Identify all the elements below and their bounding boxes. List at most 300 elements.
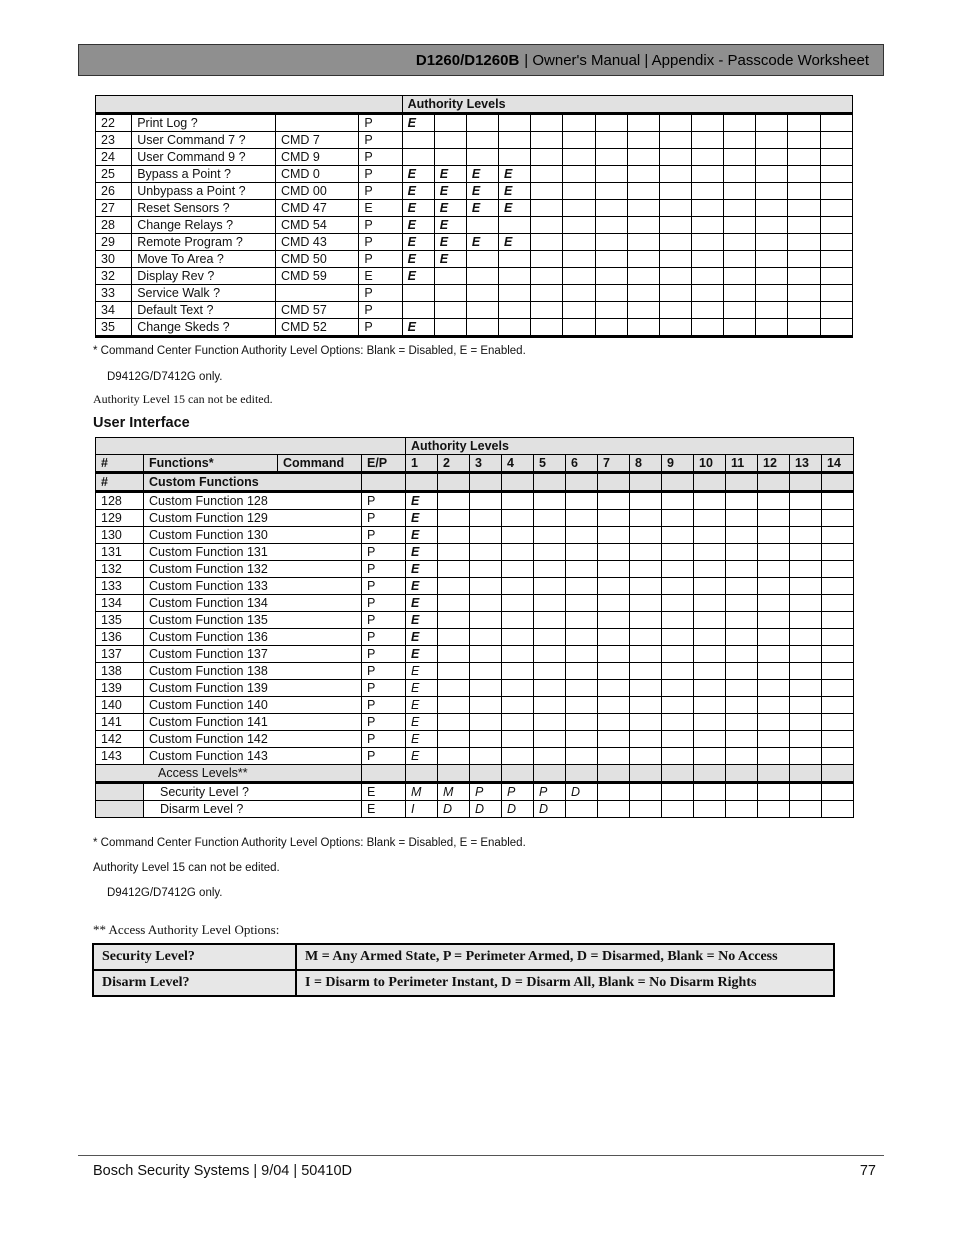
authority-cell bbox=[434, 149, 466, 166]
authority-cell bbox=[756, 166, 788, 183]
authority-cell: E bbox=[402, 319, 434, 337]
authority-cell bbox=[438, 680, 470, 697]
authority-cell bbox=[758, 680, 790, 697]
ep-value: E bbox=[359, 200, 402, 217]
authority-cell bbox=[595, 114, 627, 132]
authority-cell bbox=[434, 114, 466, 132]
authority-cell bbox=[820, 268, 852, 285]
authority-cell bbox=[662, 629, 694, 646]
header-blank bbox=[662, 765, 694, 783]
authority-cell bbox=[790, 748, 822, 765]
access-level-cell bbox=[822, 801, 854, 818]
header-blank bbox=[406, 473, 438, 492]
authority-cell bbox=[466, 285, 498, 302]
authority-cell: E bbox=[402, 183, 434, 200]
authority-cell bbox=[438, 492, 470, 510]
authority-cell bbox=[434, 132, 466, 149]
table-row bbox=[96, 302, 853, 319]
row-number: 33 bbox=[96, 285, 132, 302]
page-number: 77 bbox=[859, 1163, 876, 1179]
authority-cell bbox=[402, 285, 434, 302]
authority-cell bbox=[402, 302, 434, 319]
authority-cell bbox=[438, 595, 470, 612]
authority-cell bbox=[499, 114, 531, 132]
access-level-cell bbox=[598, 801, 630, 818]
authority-cell bbox=[724, 234, 756, 251]
authority-cell bbox=[662, 612, 694, 629]
authority-cell bbox=[822, 527, 854, 544]
ep-value: P bbox=[362, 663, 406, 680]
function-name: Custom Function 142 bbox=[144, 731, 362, 748]
authority-cell bbox=[630, 680, 662, 697]
authority-cell bbox=[630, 663, 662, 680]
table-header-row bbox=[96, 96, 853, 114]
header-blank bbox=[438, 473, 470, 492]
row-number: 28 bbox=[96, 217, 132, 234]
authority-cell bbox=[662, 731, 694, 748]
command-code: CMD 00 bbox=[275, 183, 358, 200]
column-header: 8 bbox=[630, 455, 662, 473]
authority-cell bbox=[563, 166, 595, 183]
authority-cell bbox=[662, 646, 694, 663]
authority-cell bbox=[499, 319, 531, 337]
authority-cell bbox=[595, 302, 627, 319]
authority-cell bbox=[434, 285, 466, 302]
authority-cell bbox=[694, 629, 726, 646]
table-row bbox=[96, 492, 854, 510]
authority-cell bbox=[822, 561, 854, 578]
authority-cell bbox=[598, 510, 630, 527]
authority-cell bbox=[822, 595, 854, 612]
authority-cell bbox=[534, 697, 566, 714]
column-header: 1 bbox=[406, 455, 438, 473]
header-blank bbox=[470, 473, 502, 492]
authority-cell: E bbox=[406, 629, 438, 646]
authority-cell bbox=[502, 510, 534, 527]
authority-cell: E bbox=[406, 612, 438, 629]
authority-cell bbox=[758, 544, 790, 561]
function-name: Custom Function 129 bbox=[144, 510, 362, 527]
authority-cell bbox=[502, 646, 534, 663]
access-level-cell: D bbox=[470, 801, 502, 818]
ep-value: P bbox=[362, 578, 406, 595]
authority-cell bbox=[790, 646, 822, 663]
authority-cell bbox=[566, 629, 598, 646]
header-blank bbox=[362, 765, 406, 783]
authority-cell bbox=[502, 492, 534, 510]
authority-cell bbox=[470, 629, 502, 646]
table-row bbox=[96, 132, 853, 149]
header-blank bbox=[534, 473, 566, 492]
authority-cell bbox=[691, 302, 723, 319]
column-header: 12 bbox=[758, 455, 790, 473]
access-level-cell bbox=[758, 783, 790, 801]
row-number: 25 bbox=[96, 166, 132, 183]
function-name: Custom Function 139 bbox=[144, 680, 362, 697]
authority-cell bbox=[563, 234, 595, 251]
column-header: 4 bbox=[502, 455, 534, 473]
header-blank bbox=[758, 765, 790, 783]
authority-cell bbox=[531, 200, 563, 217]
authority-cell bbox=[438, 510, 470, 527]
authority-cell bbox=[595, 251, 627, 268]
authority-cell bbox=[630, 492, 662, 510]
header-blank bbox=[630, 765, 662, 783]
row-number: 131 bbox=[96, 544, 144, 561]
authority-cell: E bbox=[466, 234, 498, 251]
function-name: Default Text ? bbox=[132, 302, 276, 319]
ep-value: P bbox=[359, 166, 402, 183]
header-blank bbox=[662, 473, 694, 492]
model-note: D9412G/D7412G only. bbox=[107, 371, 223, 383]
function-name: Change Skeds ? bbox=[132, 319, 276, 337]
authority-cell bbox=[726, 697, 758, 714]
section-title: User Interface bbox=[93, 415, 190, 431]
table-row bbox=[96, 714, 854, 731]
ep-value: P bbox=[362, 714, 406, 731]
authority-cell bbox=[502, 629, 534, 646]
column-header: E/P bbox=[362, 455, 406, 473]
authority-cell bbox=[630, 561, 662, 578]
authority-cell: E bbox=[402, 166, 434, 183]
authority-cell bbox=[790, 510, 822, 527]
manual-model: D1260/D1260B bbox=[415, 51, 520, 69]
authority-cell bbox=[691, 149, 723, 166]
authority-cell bbox=[466, 114, 498, 132]
command-code: CMD 47 bbox=[275, 200, 358, 217]
access-level-cell bbox=[566, 801, 598, 818]
authority-options-note-2: * Command Center Function Authority Level Options: Blank = Disabled, E = Enabled. bbox=[93, 837, 526, 849]
authority-cell bbox=[726, 646, 758, 663]
authority-cell bbox=[726, 578, 758, 595]
authority-cell bbox=[662, 492, 694, 510]
authority-cell bbox=[790, 561, 822, 578]
authority-cell bbox=[438, 646, 470, 663]
authority-cell bbox=[788, 166, 820, 183]
authority-cell bbox=[531, 132, 563, 149]
ep-value: P bbox=[362, 544, 406, 561]
authority-cell bbox=[694, 527, 726, 544]
authority-cell bbox=[726, 561, 758, 578]
option-value: I = Disarm to Perimeter Instant, D = Disarm All, Blank = No Disarm Rights bbox=[296, 970, 834, 996]
column-header: Command bbox=[278, 455, 362, 473]
authority-cell bbox=[563, 149, 595, 166]
ep-value: P bbox=[362, 612, 406, 629]
authority-cell bbox=[724, 251, 756, 268]
header-blank bbox=[822, 473, 854, 492]
authority-cell bbox=[466, 319, 498, 337]
authority-cell bbox=[531, 217, 563, 234]
authority-cell bbox=[822, 510, 854, 527]
table-row bbox=[96, 561, 854, 578]
command-code: CMD 54 bbox=[275, 217, 358, 234]
authority-cell: E bbox=[466, 183, 498, 200]
authority-cell bbox=[598, 544, 630, 561]
authority-cell bbox=[790, 680, 822, 697]
row-number: 136 bbox=[96, 629, 144, 646]
authority-cell bbox=[724, 183, 756, 200]
authority-cell bbox=[694, 595, 726, 612]
authority-cell: E bbox=[406, 697, 438, 714]
authority-cell: E bbox=[499, 166, 531, 183]
access-spacer bbox=[96, 801, 144, 818]
authority-cell bbox=[659, 132, 691, 149]
authority-cell: E bbox=[434, 234, 466, 251]
authority-cell bbox=[788, 319, 820, 337]
authority-cell bbox=[598, 663, 630, 680]
authority-cell bbox=[820, 149, 852, 166]
authority-cell bbox=[694, 663, 726, 680]
authority-cell bbox=[627, 302, 659, 319]
authority-cell bbox=[531, 285, 563, 302]
authority-cell: E bbox=[434, 166, 466, 183]
authority-levels-header: Authority Levels bbox=[406, 438, 854, 455]
level15-note: Authority Level 15 can not be edited. bbox=[93, 392, 273, 406]
authority-cell bbox=[595, 132, 627, 149]
authority-cell bbox=[627, 251, 659, 268]
table-row bbox=[96, 629, 854, 646]
authority-cell bbox=[758, 612, 790, 629]
function-name: Custom Function 143 bbox=[144, 748, 362, 765]
authority-cell bbox=[788, 234, 820, 251]
access-level-cell bbox=[790, 783, 822, 801]
authority-cell bbox=[566, 510, 598, 527]
authority-cell bbox=[502, 714, 534, 731]
authority-cell bbox=[662, 544, 694, 561]
ep-value: P bbox=[362, 492, 406, 510]
authority-cell bbox=[470, 731, 502, 748]
authority-cell bbox=[756, 183, 788, 200]
function-name: Custom Function 133 bbox=[144, 578, 362, 595]
authority-cell: E bbox=[434, 183, 466, 200]
authority-cell: E bbox=[406, 492, 438, 510]
authority-cell bbox=[470, 646, 502, 663]
authority-cell bbox=[659, 149, 691, 166]
table-row bbox=[96, 268, 853, 285]
option-row bbox=[93, 970, 834, 996]
authority-cell bbox=[820, 132, 852, 149]
authority-cell bbox=[502, 527, 534, 544]
authority-cell bbox=[694, 680, 726, 697]
authority-cell bbox=[630, 731, 662, 748]
authority-cell bbox=[822, 731, 854, 748]
access-level-cell: M bbox=[438, 783, 470, 801]
authority-cell bbox=[662, 714, 694, 731]
table-row bbox=[96, 646, 854, 663]
column-header: 10 bbox=[694, 455, 726, 473]
authority-cell bbox=[627, 285, 659, 302]
authority-cell bbox=[566, 612, 598, 629]
row-number: 143 bbox=[96, 748, 144, 765]
authority-cell bbox=[566, 748, 598, 765]
authority-cell bbox=[598, 646, 630, 663]
row-number: 133 bbox=[96, 578, 144, 595]
row-number: 132 bbox=[96, 561, 144, 578]
authority-cell bbox=[595, 200, 627, 217]
authority-cell bbox=[726, 663, 758, 680]
access-level-cell bbox=[694, 783, 726, 801]
row-number: 24 bbox=[96, 149, 132, 166]
authority-cell bbox=[466, 251, 498, 268]
authority-cell bbox=[563, 183, 595, 200]
access-level-cell bbox=[598, 783, 630, 801]
authority-cell bbox=[790, 731, 822, 748]
authority-cell bbox=[598, 680, 630, 697]
header-blank bbox=[534, 765, 566, 783]
ep-value: P bbox=[359, 132, 402, 149]
authority-cell bbox=[598, 492, 630, 510]
command-code: CMD 0 bbox=[275, 166, 358, 183]
row-number: 142 bbox=[96, 731, 144, 748]
authority-cell bbox=[694, 731, 726, 748]
header-blank bbox=[438, 765, 470, 783]
column-header: 14 bbox=[822, 455, 854, 473]
authority-cell bbox=[531, 319, 563, 337]
command-code: CMD 9 bbox=[275, 149, 358, 166]
authority-cell bbox=[630, 629, 662, 646]
authority-cell bbox=[822, 748, 854, 765]
authority-cell: E bbox=[406, 527, 438, 544]
authority-cell bbox=[790, 544, 822, 561]
authority-cell bbox=[563, 268, 595, 285]
authority-cell: E bbox=[402, 251, 434, 268]
authority-cell bbox=[499, 149, 531, 166]
header-blank bbox=[406, 765, 438, 783]
row-number: 139 bbox=[96, 680, 144, 697]
column-header: Functions* bbox=[144, 455, 278, 473]
function-name: Custom Function 136 bbox=[144, 629, 362, 646]
authority-cell bbox=[662, 510, 694, 527]
authority-cell bbox=[466, 132, 498, 149]
ep-value: P bbox=[359, 114, 402, 132]
authority-cell bbox=[566, 646, 598, 663]
authority-cell bbox=[758, 646, 790, 663]
ep-value: P bbox=[362, 731, 406, 748]
function-name: User Command 9 ? bbox=[132, 149, 276, 166]
ep-value: P bbox=[362, 595, 406, 612]
column-header-row bbox=[96, 455, 854, 473]
authority-cell bbox=[595, 268, 627, 285]
header-blank bbox=[758, 473, 790, 492]
function-name: Custom Function 128 bbox=[144, 492, 362, 510]
row-number: 134 bbox=[96, 595, 144, 612]
table-row bbox=[96, 285, 853, 302]
authority-cell bbox=[822, 492, 854, 510]
header-blank bbox=[694, 765, 726, 783]
authority-levels-header: Authority Levels bbox=[402, 96, 852, 114]
authority-cell bbox=[595, 166, 627, 183]
table-row bbox=[96, 595, 854, 612]
access-level-cell: D bbox=[566, 783, 598, 801]
function-name: Custom Function 135 bbox=[144, 612, 362, 629]
authority-cell bbox=[534, 714, 566, 731]
authority-cell bbox=[694, 646, 726, 663]
header-blank bbox=[790, 765, 822, 783]
authority-cell bbox=[502, 544, 534, 561]
authority-cell bbox=[788, 200, 820, 217]
authority-cell bbox=[659, 268, 691, 285]
authority-cell bbox=[531, 183, 563, 200]
access-level-cell: D bbox=[534, 801, 566, 818]
row-number: 129 bbox=[96, 510, 144, 527]
authority-cell: E bbox=[402, 234, 434, 251]
authority-cell bbox=[402, 132, 434, 149]
authority-cell bbox=[598, 714, 630, 731]
authority-cell bbox=[534, 663, 566, 680]
table-row bbox=[96, 510, 854, 527]
authority-cell bbox=[694, 561, 726, 578]
row-number: 22 bbox=[96, 114, 132, 132]
header-spacer bbox=[96, 438, 406, 455]
footer-text: Bosch Security Systems | 9/04 | 50410D bbox=[93, 1163, 352, 1179]
authority-cell: E bbox=[406, 714, 438, 731]
authority-cell bbox=[434, 302, 466, 319]
authority-cell bbox=[820, 200, 852, 217]
function-name: Remote Program ? bbox=[132, 234, 276, 251]
authority-cell bbox=[502, 697, 534, 714]
ep-value: E bbox=[359, 268, 402, 285]
authority-cell bbox=[598, 697, 630, 714]
authority-cell bbox=[659, 251, 691, 268]
authority-cell bbox=[531, 251, 563, 268]
function-name: Move To Area ? bbox=[132, 251, 276, 268]
authority-cell bbox=[822, 544, 854, 561]
table-row bbox=[96, 217, 853, 234]
authority-cell bbox=[691, 285, 723, 302]
authority-cell bbox=[724, 302, 756, 319]
authority-cell: E bbox=[434, 200, 466, 217]
authority-cell bbox=[758, 578, 790, 595]
authority-cell bbox=[534, 731, 566, 748]
authority-cell bbox=[470, 510, 502, 527]
authority-cell bbox=[724, 319, 756, 337]
row-number: 32 bbox=[96, 268, 132, 285]
authority-cell bbox=[598, 748, 630, 765]
authority-cell: E bbox=[466, 200, 498, 217]
authority-cell bbox=[563, 285, 595, 302]
authority-cell: E bbox=[402, 114, 434, 132]
authority-cell bbox=[691, 166, 723, 183]
authority-cell bbox=[470, 544, 502, 561]
authority-cell bbox=[820, 114, 852, 132]
authority-cell: E bbox=[499, 183, 531, 200]
access-options-note: ** Access Authority Level Options: bbox=[93, 922, 280, 937]
authority-cell bbox=[822, 680, 854, 697]
authority-cell bbox=[563, 302, 595, 319]
authority-cell bbox=[726, 595, 758, 612]
table-row bbox=[96, 319, 853, 337]
header-blank bbox=[726, 473, 758, 492]
access-level-cell: D bbox=[502, 801, 534, 818]
authority-cell bbox=[726, 714, 758, 731]
authority-cell bbox=[726, 612, 758, 629]
authority-cell bbox=[627, 114, 659, 132]
row-number: 130 bbox=[96, 527, 144, 544]
access-row bbox=[96, 801, 854, 818]
authority-cell bbox=[659, 114, 691, 132]
authority-cell bbox=[756, 268, 788, 285]
column-header: 9 bbox=[662, 455, 694, 473]
ep-value: P bbox=[362, 748, 406, 765]
authority-cell bbox=[756, 234, 788, 251]
footer-divider bbox=[78, 1155, 884, 1156]
ep-value: P bbox=[362, 629, 406, 646]
authority-cell bbox=[630, 595, 662, 612]
authority-cell bbox=[470, 578, 502, 595]
function-name: Reset Sensors ? bbox=[132, 200, 276, 217]
command-code bbox=[275, 114, 358, 132]
table-row bbox=[96, 697, 854, 714]
